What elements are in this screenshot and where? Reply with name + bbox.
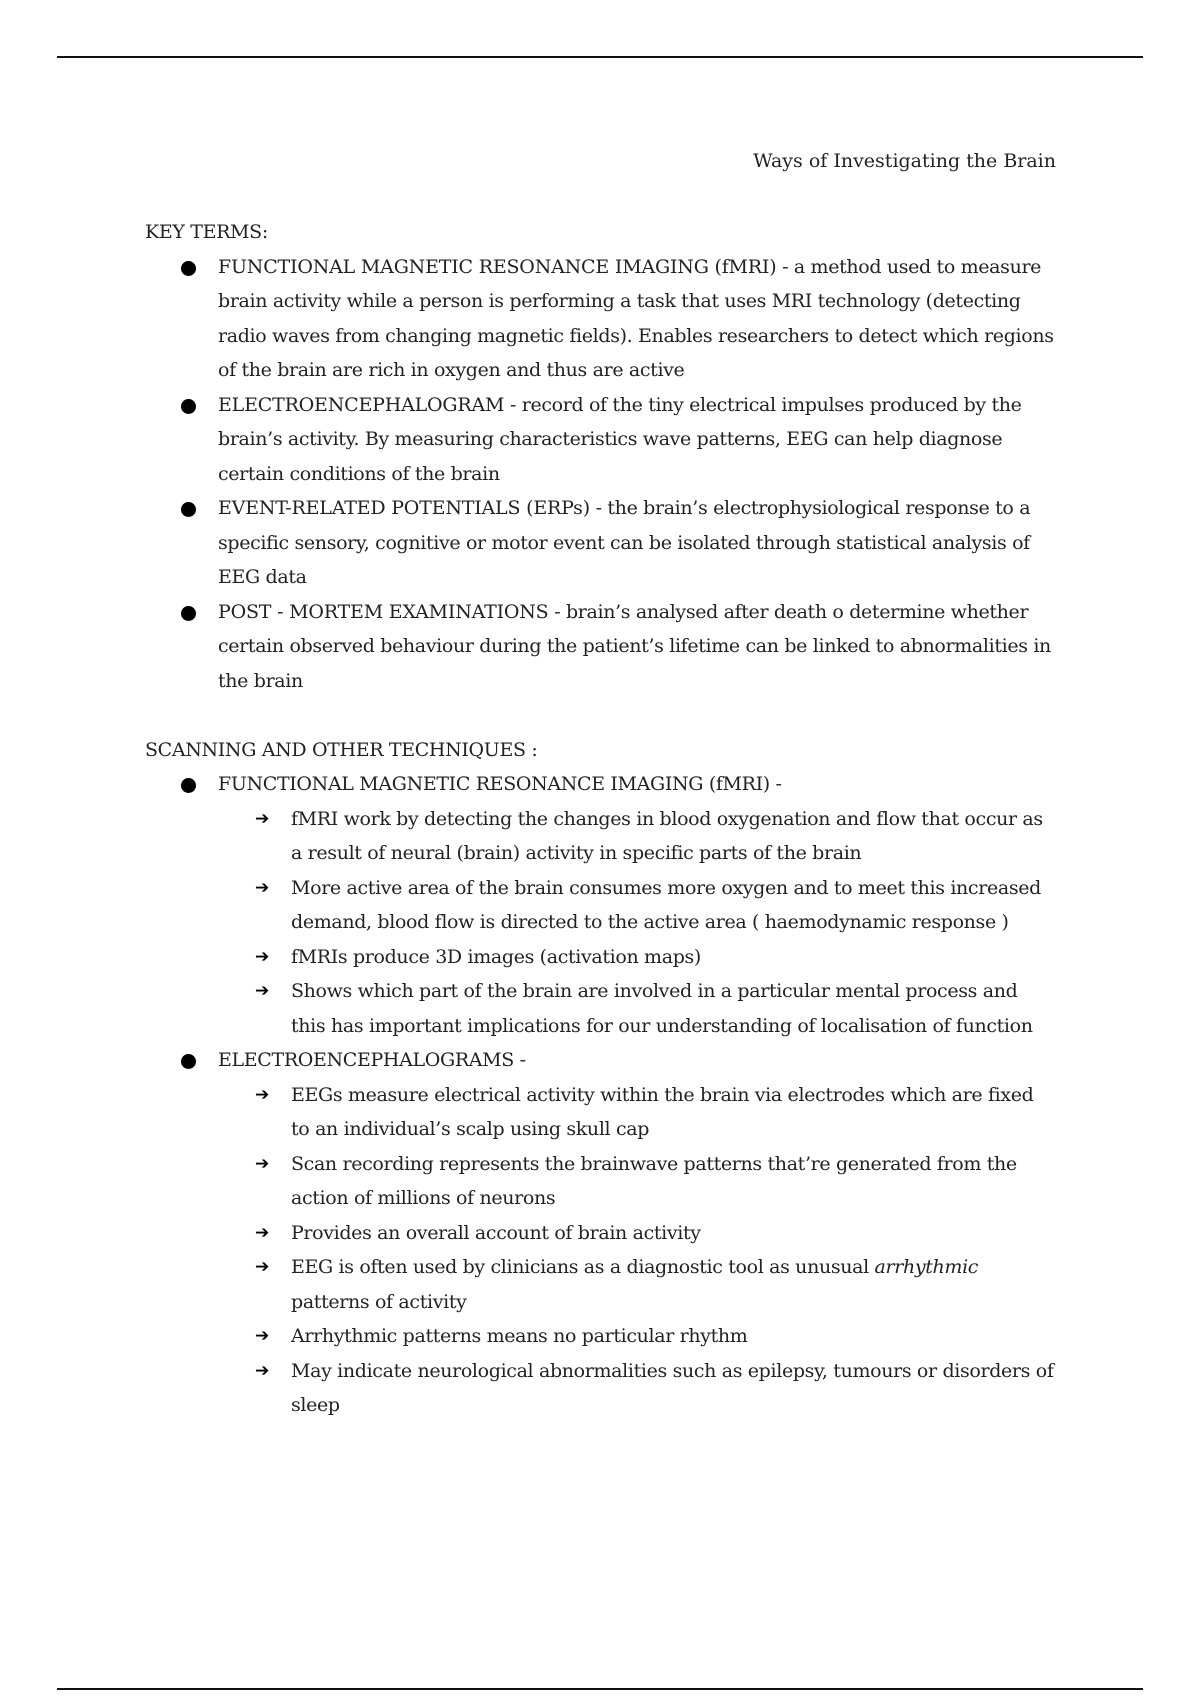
list-item [255, 802, 1055, 871]
point-text: Shows which part of the brain are involved in a particular mental process and this has important implications for our understanding of localisation of function [291, 980, 1033, 1037]
key-term-item [218, 595, 1055, 699]
list-item [255, 940, 1055, 975]
term-name: ELECTROENCEPHALOGRAM [218, 393, 505, 416]
document-title: Ways of Investigating the Brain [753, 150, 1056, 172]
arrow-right-icon: ➔ [255, 808, 269, 829]
arrow-right-icon: ➔ [255, 946, 269, 967]
list-item [255, 871, 1055, 940]
bullet-icon [181, 502, 196, 517]
arrow-right-icon: ➔ [255, 1360, 269, 1381]
point-text: Scan recording represents the brainwave patterns that’re generated from the action of millions of neurons [291, 1152, 1017, 1209]
arrow-right-icon: ➔ [255, 1084, 269, 1105]
list-item [255, 1078, 1055, 1147]
top-rule [57, 56, 1143, 58]
arrow-right-icon: ➔ [255, 1153, 269, 1174]
point-text-after: patterns of activity [291, 1290, 467, 1313]
scanning-list [145, 767, 1055, 1423]
bullet-icon [181, 261, 196, 276]
scanning-heading: SCANNING AND OTHER TECHNIQUES : [145, 738, 538, 761]
term-name: EVENT-RELATED POTENTIALS (ERPs) [218, 497, 590, 519]
key-terms-list [145, 250, 1055, 699]
bullet-icon [181, 606, 196, 621]
point-text: Provides an overall account of brain activity [291, 1221, 701, 1244]
emphasized-term: arrhythmic [874, 1256, 979, 1278]
bullet-icon [181, 399, 196, 414]
key-term-item [218, 250, 1055, 388]
point-text: fMRI work by detecting the changes in blood oxygenation and flow that occur as a result of neural (brain) activity in specific parts of the brain [291, 807, 1043, 864]
eeg-points [218, 1078, 1055, 1423]
bullet-icon [181, 1054, 196, 1069]
fmri-points [218, 802, 1055, 1044]
fmri-section [218, 767, 1055, 1043]
list-item [255, 1354, 1055, 1423]
bottom-rule [57, 1688, 1143, 1690]
fmri-title: FUNCTIONAL MAGNETIC RESONANCE IMAGING (fMRI) - [218, 773, 782, 795]
arrow-right-icon: ➔ [255, 877, 269, 898]
term-definition: - record of the tiny electrical impulses produced by the brain’s activity. By measuring characteristics wave patterns, EEG can help diagnose certain conditions of the brain [218, 393, 1022, 485]
point-text: EEGs measure electrical activity within the brain via electrodes which are fixed to an individual’s scalp using skull cap [291, 1083, 1034, 1140]
point-text: May indicate neurological abnormalities such as epilepsy, tumours or disorders of sleep [291, 1359, 1054, 1416]
document-body [145, 215, 1055, 1423]
term-definition: - the brain’s electrophysiological response to a specific sensory, cognitive or motor event can be isolated through statistical analysis of EEG data [218, 497, 1031, 588]
key-term-item [218, 491, 1055, 595]
term-name: FUNCTIONAL MAGNETIC RESONANCE IMAGING (fMRI) [218, 255, 777, 278]
term-definition: - a method used to measure brain activity while a person is performing a task that uses MRI technology (detecting radio waves from changing magnetic fields). Enables researchers to detect which regions of the brain are rich in oxygen and thus are active [218, 255, 1054, 381]
list-item [255, 1147, 1055, 1216]
eeg-title: ELECTROENCEPHALOGRAMS - [218, 1049, 526, 1071]
arrow-right-icon: ➔ [255, 1257, 269, 1277]
list-item [255, 1216, 1055, 1251]
arrow-right-icon: ➔ [255, 981, 269, 1001]
list-item [255, 1319, 1055, 1354]
bullet-icon [181, 778, 196, 793]
point-text-before: EEG is often used by clinicians as a diagnostic tool as unusual [291, 1256, 875, 1278]
point-text: fMRIs produce 3D images (activation maps) [291, 945, 701, 968]
list-item [255, 974, 1055, 1043]
eeg-section [218, 1043, 1055, 1423]
arrow-right-icon: ➔ [255, 1222, 269, 1243]
point-text: Arrhythmic patterns means no particular rhythm [291, 1325, 748, 1347]
list-item [255, 1250, 1055, 1319]
key-terms-heading: KEY TERMS: [145, 221, 268, 243]
term-name: POST - MORTEM EXAMINATIONS [218, 600, 549, 623]
arrow-right-icon: ➔ [255, 1326, 269, 1346]
term-definition: - brain’s analysed after death o determine whether certain observed behaviour during the patient’s lifetime can be linked to abnormalities in the brain [218, 600, 1051, 692]
point-text: More active area of the brain consumes more oxygen and to meet this increased demand, blood flow is directed to the active area ( haemodynamic response ) [291, 876, 1041, 933]
key-term-item [218, 388, 1055, 492]
